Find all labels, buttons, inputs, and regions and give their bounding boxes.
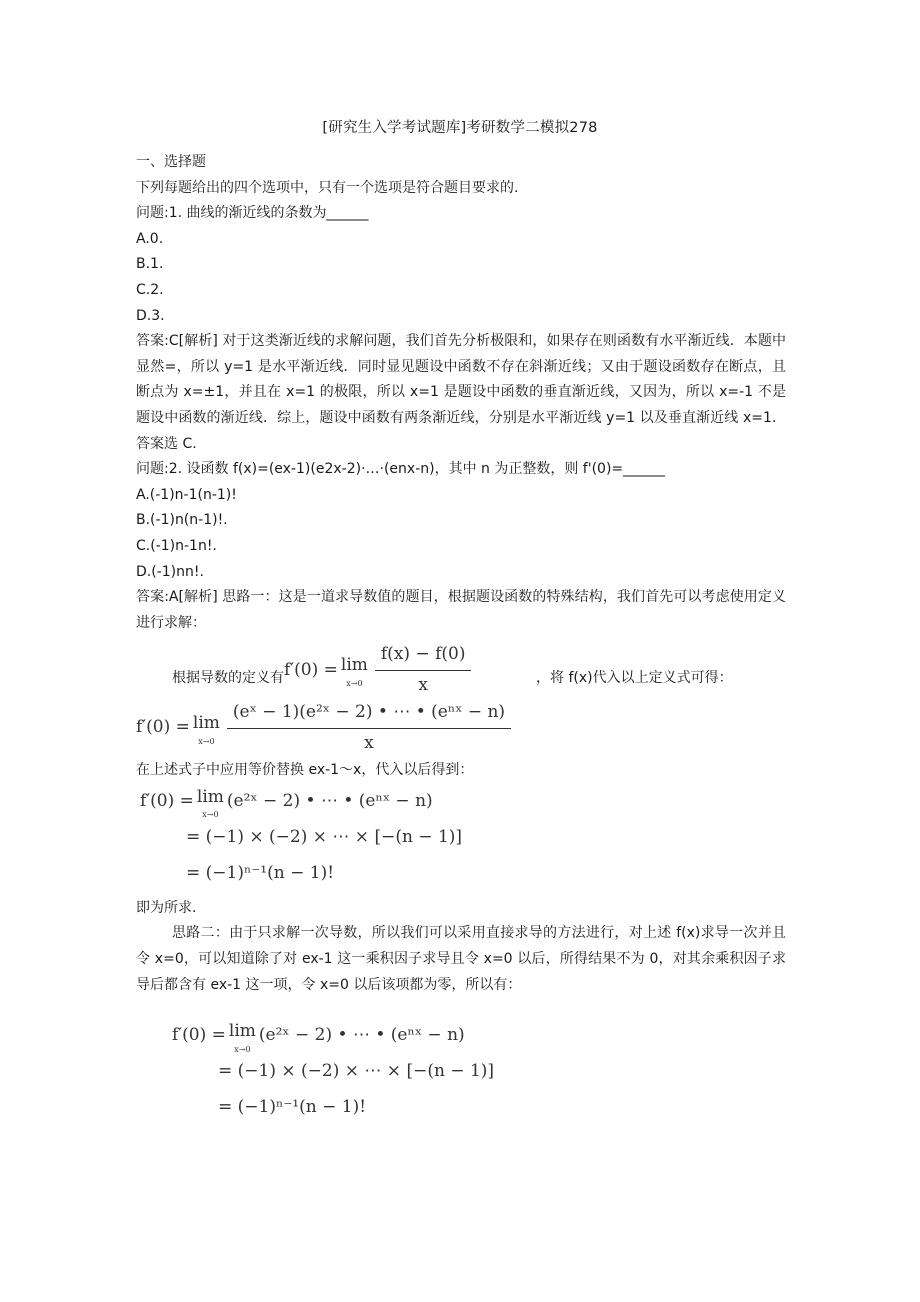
derivation-block-2 [136,1018,786,1126]
q1-option-d: D.3. [136,307,165,324]
substituted-formula [136,698,786,758]
definition-suffix: ，将 f(x)代入以上定义式可得： [536,670,733,687]
derivative-definition-row [136,638,786,698]
q1-answer-explanation: 答案:C[解析] 对于这类渐近线的求解问题，我们首先分析极限和，如果存在则函数有水平渐近线．本题中显然=，所以 y=1 是水平渐近线．同时显见题设中函数不存在斜渐近线；又由于题设函数存在断点，且断点为 x=±1，并且在 x=1 的极限，所以 x=1 是题设中函数的垂直渐近线，又因为，所以 x=-1 不是题设中函数的渐近线．综上，题设中函数有两条渐近线，分别是水平渐近线 y=1 以及垂直渐近线 x=1．答案选 C. [136,333,786,452]
substituted-numerator: (eˣ − 1)(e²ˣ − 2) • ⋯ • (eⁿˣ − n) [227,700,511,729]
equivalence-text: 在上述式子中应用等价替换 ex-1～x，代入以后得到： [136,762,474,779]
derivation-step-3: = (−1)ⁿ⁻¹(n − 1)! [186,863,335,884]
fprime-label-2: f′(0) = [136,717,190,738]
q2-option-a: A.(-1)n-1(n-1)! [136,486,237,503]
derivation-step-1: f′(0) = lim x→0 (e²ˣ − 2) • ⋯ • (eⁿˣ − n) [140,786,433,820]
definition-prefix: 根据导数的定义有 [172,670,284,687]
derivation2-step-1: f′(0) = lim x→0 (e²ˣ − 2) • ⋯ • (eⁿˣ − n) [172,1020,465,1054]
document-title: [研究生入学考试题库]考研数学二模拟278 [322,120,598,136]
derivation-step-2: = (−1) × (−2) × ⋯ × [−(n − 1)] [186,827,463,848]
definition-formula [284,642,475,698]
limit-operator-2: lim x→0 [192,712,220,746]
document-body [136,150,786,1126]
definition-denominator: x [418,674,428,695]
definition-numerator: f(x) − f(0) [375,642,472,671]
approach-2-text: 思路二：由于只求解一次导数，所以我们可以采用直接求导的方法进行，对上述 f(x)求导一次并且令 x=0，可以知道除了对 ex-1 这一乘积因子求导且令 x=0 以后，所得结果不为 0，对其余乘积因子求导后都含有 ex-1 这一项，令 x=0 以后该项都为零，所以有： [136,925,786,993]
q1-option-b: B.1. [136,256,164,273]
conclusion-text: 即为所求. [136,899,197,916]
substituted-denominator: x [364,732,374,753]
section-heading: 一、选择题 [136,154,206,170]
substituted-fraction [227,700,511,756]
q2-option-b: B.(-1)n(n-1)!. [136,512,228,529]
q1-option-c: C.2. [136,281,164,298]
q2-option-c: C.(-1)n-1n!. [136,537,217,554]
question-2-stem: 问题:2. 设函数 f(x)=(ex-1)(e2x-2)·…·(enx-n)，其中 n 为正整数，则 f'(0)=______ [136,461,666,478]
fprime-label: f′(0) = [284,659,338,680]
derivation2-step-2: = (−1) × (−2) × ⋯ × [−(n − 1)] [218,1061,495,1082]
limit-operator: lim x→0 [340,655,368,688]
q2-option-d: D.(-1)nn!. [136,563,204,580]
derivation2-step-3: = (−1)ⁿ⁻¹(n − 1)! [218,1097,367,1118]
definition-fraction [375,642,472,698]
derivation-block-1 [136,784,786,892]
q2-answer-explanation: 答案:A[解析] 思路一：这是一道求导数值的题目，根据题设函数的特殊结构，我们首先可以考虑使用定义进行求解： [136,589,786,631]
q1-option-a: A.0. [136,230,164,247]
question-1-stem: 问题:1. 曲线的渐近线的条数为______ [136,205,369,222]
instruction-text: 下列每题给出的四个选项中，只有一个选项是符合题目要求的. [136,179,519,196]
